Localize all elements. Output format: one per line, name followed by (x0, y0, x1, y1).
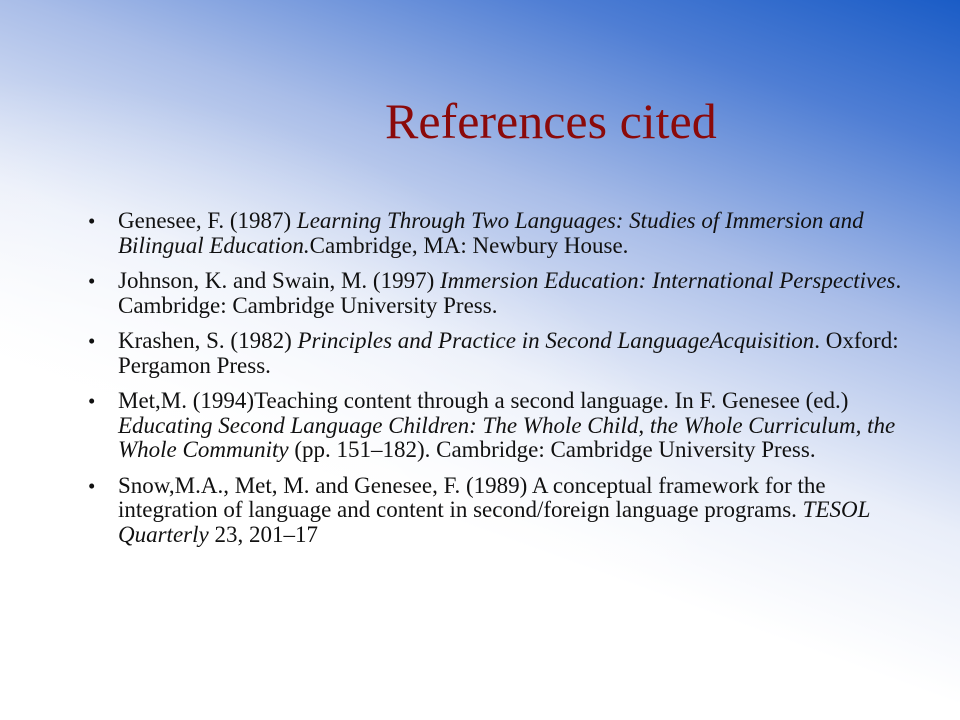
reference-text: . Cambridge: Cambridge University Press. (118, 268, 902, 318)
reference-text: . Oxford: Pergamon Press. (118, 328, 899, 378)
reference-list (88, 209, 908, 558)
reference-item (88, 474, 908, 548)
bullet-icon: • (88, 209, 96, 233)
reference-title: Principles and Practice in Second LanguageAcquisition (297, 328, 815, 353)
bullet-icon: • (88, 269, 96, 293)
bullet-icon: • (88, 329, 96, 353)
bullet-icon: • (88, 389, 96, 413)
reference-text: (pp. 151–182). Cambridge: Cambridge University Press. (288, 437, 816, 462)
reference-text: Met,M. (1994)Teaching content through a second language. In F. Genesee (ed.) (118, 388, 849, 413)
reference-text: Johnson, K. and Swain, M. (1997) (118, 268, 440, 293)
slide-title: References cited (385, 93, 717, 149)
reference-text: Snow,M.A., Met, M. and Genesee, F. (1989) A conceptual framework for the integration of language and content in second/foreign language programs. (118, 472, 826, 522)
reference-title: Learning Through Two Languages: Studies of Immersion and Bilingual Education. (118, 208, 864, 258)
reference-item (88, 329, 908, 378)
reference-title: Immersion Education: International Perspectives (440, 268, 896, 293)
reference-item (88, 389, 908, 463)
bullet-icon: • (88, 473, 96, 498)
reference-item (88, 269, 908, 318)
reference-text: Cambridge, MA: Newbury House. (309, 232, 629, 258)
reference-item (88, 209, 908, 258)
reference-text: 23, 201–17 (208, 521, 318, 547)
reference-text: Genesee, F. (1987) (118, 208, 297, 233)
reference-title: TESOL Quarterly (118, 497, 870, 547)
reference-text: Krashen, S. (1982) (118, 328, 298, 353)
reference-title: Educating Second Language Children: The Whole Child, the Whole Curriculum, the Whole Community (118, 412, 896, 462)
